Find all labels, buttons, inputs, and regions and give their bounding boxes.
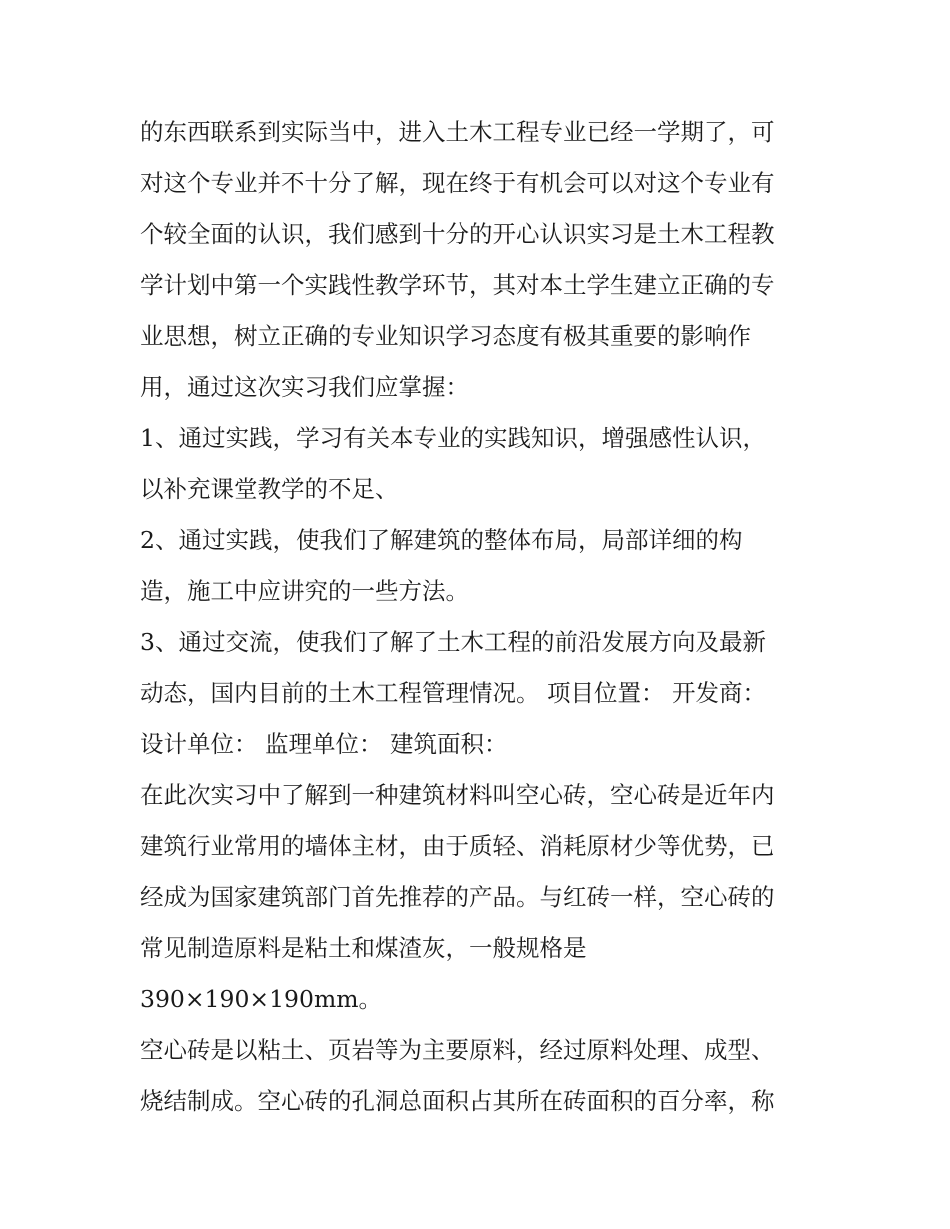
document-body: [140, 107, 820, 1127]
text-line: 空心砖是以粘土、页岩等为主要原料，经过原料处理、成型、: [140, 1036, 775, 1064]
text-line: 业思想，树立正确的专业知识学习态度有极其重要的影响作: [140, 322, 751, 350]
list-item-2-line: 造，施工中应讲究的一些方法。: [140, 577, 469, 605]
text-line: 用，通过这次实习我们应掌握：: [140, 373, 469, 401]
list-item-3-line: 3、通过交流，使我们了解了土木工程的前沿发展方向及最新: [140, 628, 766, 656]
text-line: 个较全面的认识，我们感到十分的开心认识实习是土木工程教: [140, 220, 775, 248]
text-line: 的东西联系到实际当中，进入土木工程专业已经一学期了，可: [140, 118, 775, 146]
list-item-1-line: 1、通过实践，学习有关本专业的实践知识，增强感性认识，: [140, 424, 766, 452]
list-item-1-line: 以补充课堂教学的不足、: [140, 475, 399, 503]
list-item-2-line: 2、通过实践，使我们了解建筑的整体布局，局部详细的构: [140, 526, 743, 554]
text-line: 经成为国家建筑部门首先推荐的产品。与红砖一样，空心砖的: [140, 883, 775, 911]
text-line: 烧结制成。空心砖的孔洞总面积占其所在砖面积的百分率，称: [140, 1087, 775, 1115]
text-line: 学计划中第一个实践性教学环节，其对本土学生建立正确的专: [140, 271, 775, 299]
dimension-spec-line: 390×190×190mm。: [140, 985, 383, 1013]
text-line: 在此次实习中了解到一种建筑材料叫空心砖，空心砖是近年内: [140, 781, 775, 809]
text-line: 对这个专业并不十分了解，现在终于有机会可以对这个专业有: [140, 169, 775, 197]
text-line: 建筑行业常用的墙体主材，由于质轻、消耗原材少等优势，已: [140, 832, 775, 860]
project-fields-line: 设计单位： 监理单位： 建筑面积：: [140, 730, 508, 758]
list-item-3-line: 动态，国内目前的土木工程管理情况。 项目位置： 开发商：: [140, 679, 766, 707]
text-line: 常见制造原料是粘土和煤渣灰，一般规格是: [140, 934, 587, 962]
